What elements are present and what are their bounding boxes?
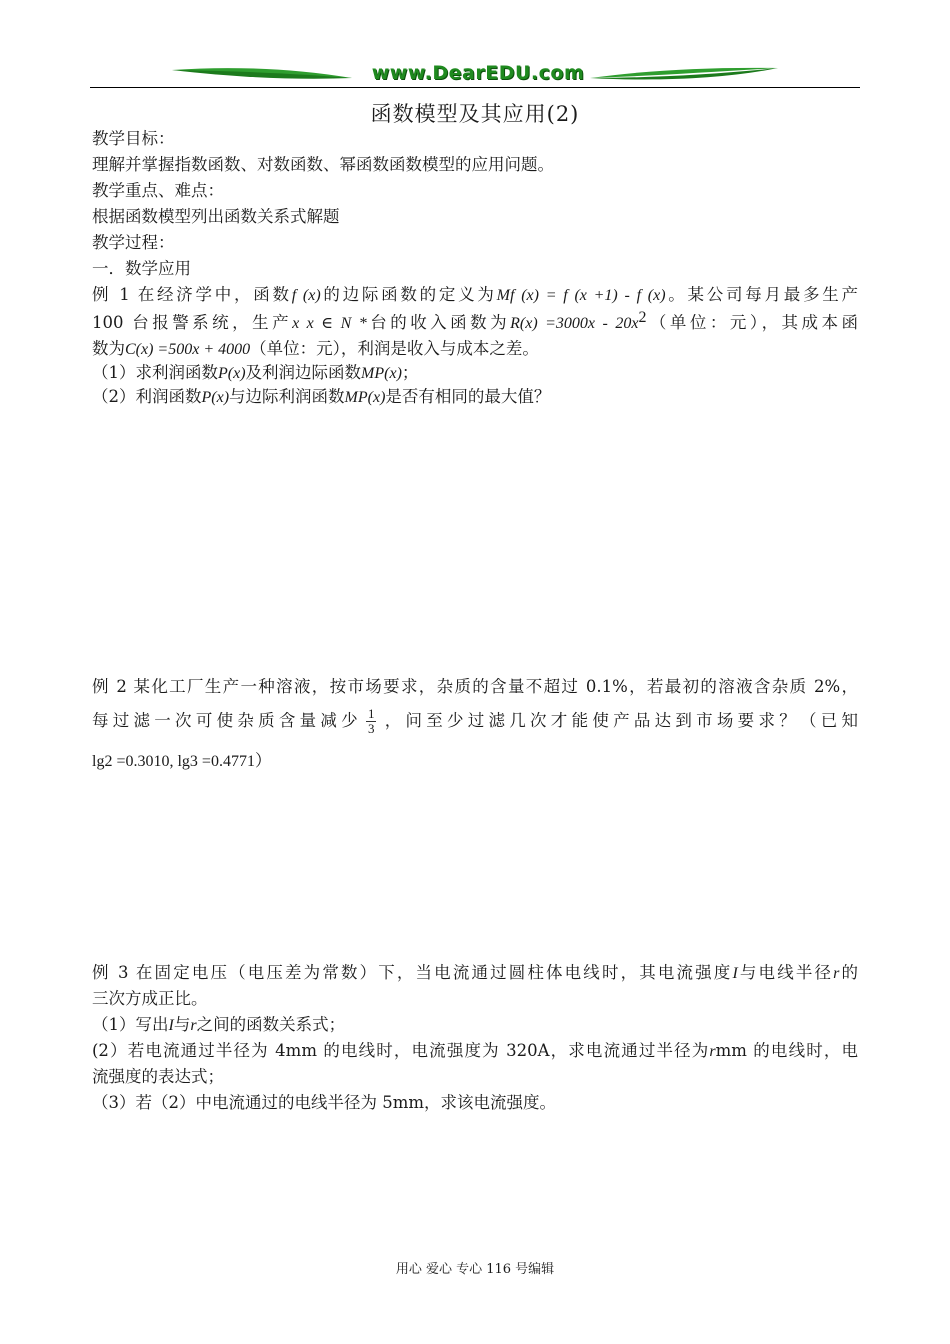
example3-line1: 例 3 在固定电压（电压差为常数）下，当电流通过圆柱体电线时，其电流强度I与电线半径r的 bbox=[92, 963, 859, 982]
fraction-one-third: $\frac{1}{3}$ bbox=[367, 706, 375, 736]
goals-text: 理解并掌握指数函数、对数函数、幂函数函数模型的应用问题。 bbox=[92, 155, 554, 174]
section-heading: 一．数学应用 bbox=[92, 259, 191, 278]
site-brand: www.DearEDU.com bbox=[371, 62, 585, 84]
example2-line1: 例 2 某化工厂生产一种溶液，按市场要求，杂质的含量不超过 0.1%，若最初的溶液含杂质 2%， bbox=[92, 677, 858, 696]
example3-question2-cont: 流强度的表达式； bbox=[92, 1067, 224, 1086]
example1-question2: （2）利润函数P(x)与边际利润函数MP(x)是否有相同的最大值？ bbox=[92, 387, 551, 406]
goals-label: 教学目标： bbox=[92, 129, 175, 148]
header-divider bbox=[90, 87, 860, 88]
example3-line2: 三次方成正比。 bbox=[92, 989, 208, 1008]
example1-line1: 例 1 在经济学中，函数f (x)的边际函数的定义为Mf (x) = f (x +1) - f (x)。某公司每月最多生产 bbox=[92, 285, 859, 304]
key-points-label: 教学重点、难点： bbox=[92, 181, 224, 200]
example2-line3: lg2 =0.3010, lg3 =0.4771） bbox=[92, 751, 272, 770]
page-footer: 用心 爱心 专心 116 号编辑 bbox=[395, 1262, 555, 1277]
example2-line2: 每过滤一次可使杂质含量减少 $\frac{1}{3}$ ，问至少过滤几次才能使产品达到市场要求？（已知 bbox=[92, 706, 859, 736]
example3-question2: (2）若电流通过半径为 4mm 的电线时，电流强度为 320A，求电流通过半径为rmm 的电线时，电 bbox=[92, 1041, 858, 1060]
example1-question1: （1）求利润函数P(x)及利润边际函数MP(x)； bbox=[92, 363, 419, 382]
key-points-text: 根据函数模型列出函数关系式解题 bbox=[92, 207, 340, 226]
example3-question1: （1）写出I与r之间的函数关系式； bbox=[92, 1015, 346, 1034]
example3-question3: （3）若（2）中电流通过的电线半径为 5mm，求该电流强度。 bbox=[92, 1093, 557, 1112]
process-label: 教学过程： bbox=[92, 233, 175, 252]
example1-line3: 数为C(x) =500x + 4000（单位：元），利润是收入与成本之差。 bbox=[92, 339, 539, 358]
example1-line2: 100 台报警系统，生产x x ∈ N *台的收入函数为$R(x) =3000x - 20x^2$（单位：元），其成本函 bbox=[92, 309, 859, 332]
page-title: 函数模型及其应用(2) bbox=[370, 102, 580, 126]
